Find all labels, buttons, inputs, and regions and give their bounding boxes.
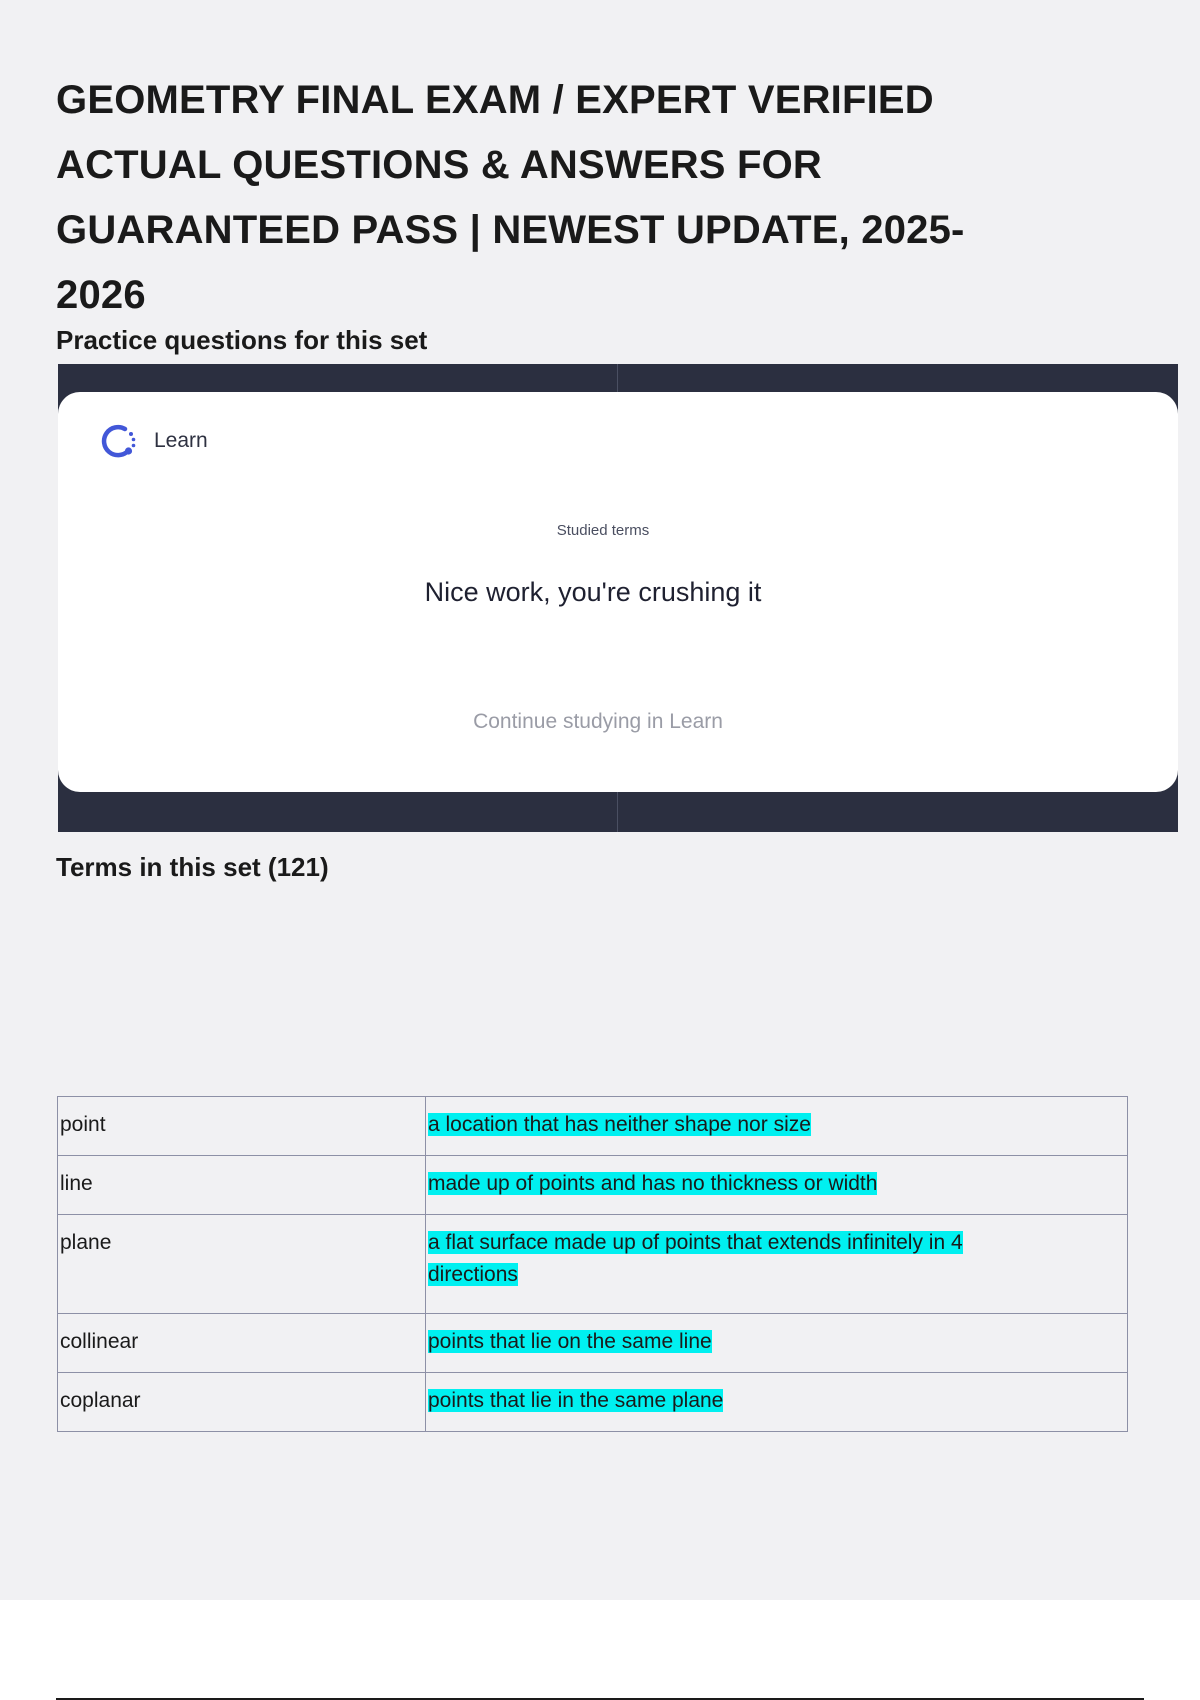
term-cell: collinear: [58, 1314, 426, 1373]
definition-text: a location that has neither shape nor size: [428, 1113, 811, 1136]
term-cell: line: [58, 1156, 426, 1215]
terms-table: [57, 1096, 1128, 1432]
definition-cell: [426, 1215, 1128, 1314]
learn-progress-icon: [98, 420, 140, 462]
table-row: [58, 1373, 1128, 1432]
definition-text: points that lie on the same line: [428, 1330, 712, 1353]
table-row: [58, 1314, 1128, 1373]
definition-text: a flat surface made up of points that extends infinitely in 4 directions: [428, 1231, 963, 1286]
learn-card[interactable]: [58, 392, 1178, 792]
continue-learn-link[interactable]: Continue studying in Learn: [473, 710, 723, 733]
studied-terms-label: Studied terms: [556, 522, 650, 539]
document-title: GEOMETRY FINAL EXAM / EXPERT VERIFIED ACTUAL QUESTIONS & ANSWERS FOR GUARANTEED PASS | NEWEST UPDATE, 2025-2026: [56, 78, 965, 317]
terms-heading: Terms in this set (121): [56, 852, 329, 882]
learn-header: [98, 420, 208, 462]
definition-cell: [426, 1314, 1128, 1373]
definition-text: points that lie in the same plane: [428, 1389, 724, 1412]
table-row: [58, 1215, 1128, 1314]
table-row: [58, 1097, 1128, 1156]
table-row: [58, 1156, 1128, 1215]
definition-cell: [426, 1156, 1128, 1215]
term-cell: coplanar: [58, 1373, 426, 1432]
definition-cell: [426, 1373, 1128, 1432]
progress-message: Nice work, you're crushing it: [424, 577, 762, 607]
learn-label: Learn: [154, 429, 208, 452]
practice-heading: Practice questions for this set: [56, 325, 428, 355]
term-cell: plane: [58, 1215, 426, 1314]
definition-cell: [426, 1097, 1128, 1156]
definition-text: made up of points and has no thickness or width: [428, 1172, 878, 1195]
term-cell: point: [58, 1097, 426, 1156]
